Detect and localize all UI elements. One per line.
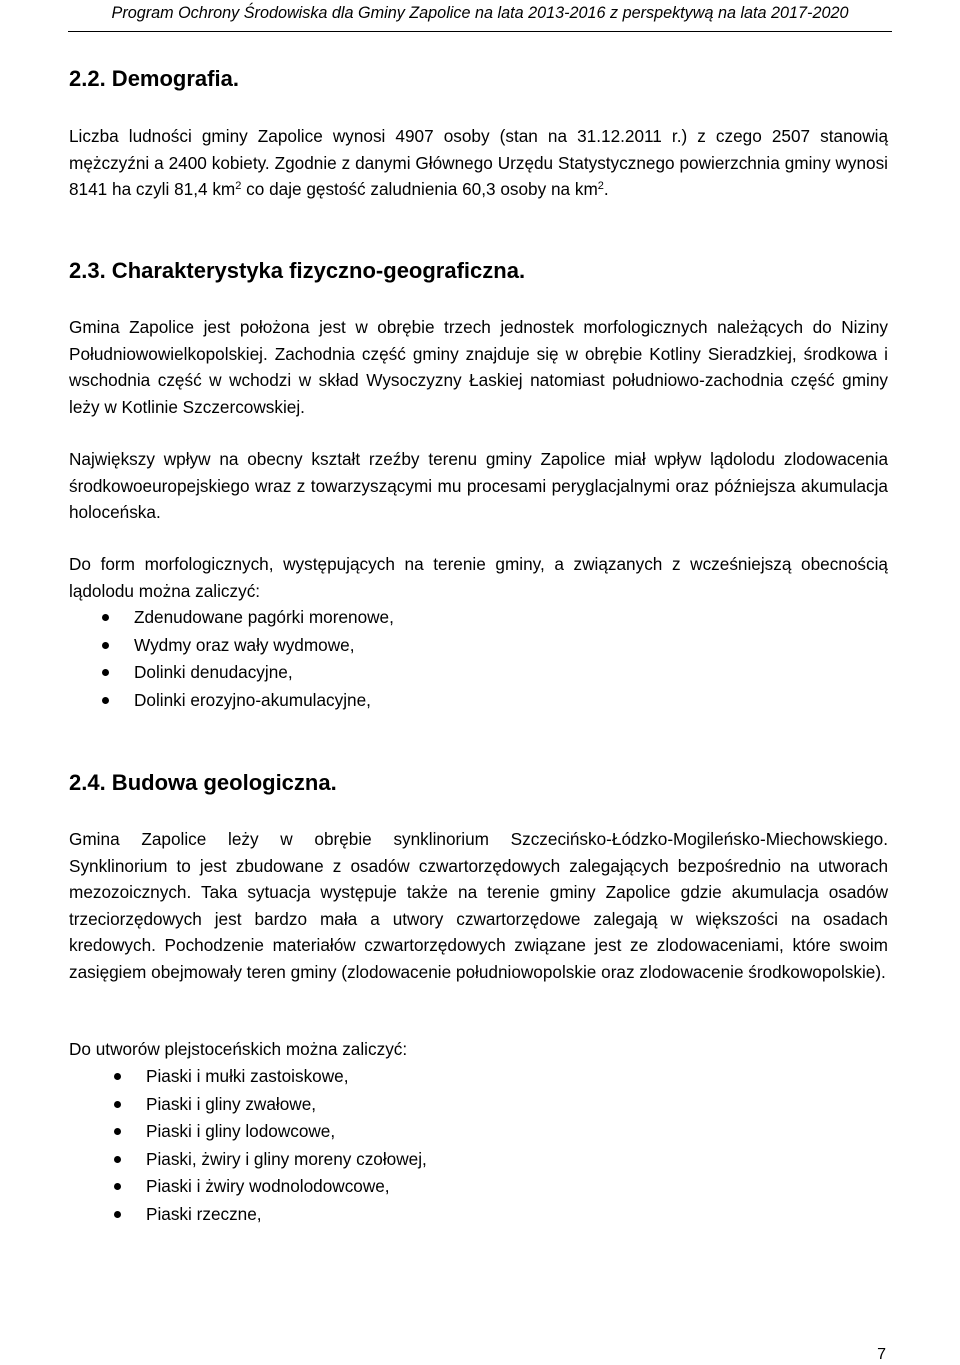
list-item	[69, 604, 888, 632]
list-item	[69, 1146, 888, 1174]
section-heading-budowa: 2.4. Budowa geologiczna.	[69, 770, 337, 795]
bullet-icon	[102, 697, 109, 704]
bullet-icon	[114, 1156, 121, 1163]
list-item	[69, 687, 888, 715]
bullet-icon	[114, 1211, 121, 1218]
list-item-text: Piaski, żwiry i gliny moreny czołowej,	[146, 1148, 427, 1169]
paragraph-demografia-text-2: co daje gęstość zaludnienia 60,3 osoby na km	[241, 179, 598, 199]
superscript-2: 2	[235, 180, 242, 192]
bullet-icon	[114, 1101, 121, 1108]
superscript-2: 2	[597, 180, 604, 192]
bullet-icon	[114, 1128, 121, 1135]
section-heading-demografia: 2.2. Demografia.	[69, 66, 239, 91]
list-item-text: Wydmy oraz wały wydmowe,	[134, 634, 355, 655]
bullet-icon	[102, 669, 109, 676]
paragraph-demografia-text-1: Liczba ludności gminy Zapolice wynosi 4907 osoby (stan na 31.12.2011 r.) z czego 2507 stanowią mężczyźni a 2400 kobiety. Zgodnie z danymi Głównego Urzędu Statystycznego powierzchnia gminy wynosi 8141 ha czyli 81,4 km	[69, 126, 888, 199]
pleistocene-deposits-list	[69, 1063, 888, 1228]
list-item-text: Piaski i mułki zastoiskowe,	[146, 1066, 349, 1086]
list-item-text: Piaski i gliny zwałowe,	[146, 1093, 317, 1114]
paragraph-demografia-text-3: .	[603, 179, 609, 199]
bullet-icon	[114, 1073, 121, 1080]
paragraph-charakterystyka-2: Największy wpływ na obecny kształt rzeźby terenu gminy Zapolice miał wpływ lądolodu zlodowacenia środkowoeuropejskiego wraz z towarzyszącymi mu procesami peryglacjalnymi oraz późniejsza akumulacja holoceńska.	[69, 449, 888, 522]
list-item-text: Zdenudowane pagórki morenowe,	[134, 607, 394, 627]
paragraph-demografia	[69, 123, 888, 203]
list-item	[69, 659, 888, 687]
paragraph-charakterystyka-3: Do form morfologicznych, występujących na terenie gminy, a związanych z wcześniejszą obecnością lądolodu można zaliczyć:	[69, 554, 888, 601]
list-item-text: Piaski i gliny lodowcowe,	[146, 1121, 336, 1141]
page-number: 7	[877, 1346, 886, 1363]
paragraph-budowa-2: Do utworów plejstoceńskich można zaliczyć:	[69, 1039, 408, 1059]
page-header: Program Ochrony Środowiska dla Gminy Zapolice na lata 2013-2016 z perspektywą na lata 2017-2020	[111, 4, 849, 22]
list-item	[69, 1173, 888, 1201]
bullet-icon	[114, 1183, 121, 1190]
list-item-text: Piaski i żwiry wodnolodowcowe,	[146, 1176, 390, 1196]
morphological-forms-list	[69, 604, 888, 714]
list-item	[69, 1118, 888, 1146]
paragraph-charakterystyka-1: Gmina Zapolice jest położona jest w obrębie trzech jednostek morfologicznych należących do Niziny Południowowielkopolskiej. Zachodnia część gminy znajduje się w obrębie Kotliny Sieradzkiej, środkowa i wschodnia część w wchodzi w skład Wysoczyzny Łaskiej natomiast południowo-zachodnia część gminy leży w Kotlinie Szczercowskiej.	[69, 317, 888, 417]
list-item-text: Dolinki erozyjno-akumulacyjne,	[134, 689, 371, 710]
bullet-icon	[102, 614, 109, 621]
paragraph-budowa-1: Gmina Zapolice leży w obrębie synklinorium Szczecińsko-Łódzko-Mogileńsko-Miechowskiego. Synklinorium to jest zbudowane z osadów czwartorzędowych zalegających bezpośrednio na utworach mezozoicznych. Taka sytuacja występuje także na terenie gminy Zapolice gdzie akumulacja osadów trzeciorzędowych jest bardzo mała a utwory czwartorzędowe zalegają w większości na osadach kredowych. Pochodzenie materiałów czwartorzędowych związane jest ze zlodowaceniami, które swoim zasięgiem obejmowały teren gminy (zlodowacenie południowopolskie oraz zlodowacenie środkowopolskie).	[69, 829, 888, 982]
bullet-icon	[102, 642, 109, 649]
list-item	[69, 1091, 888, 1119]
header-divider	[68, 31, 892, 32]
list-item-text: Piaski rzeczne,	[146, 1203, 262, 1224]
list-item	[69, 1201, 888, 1229]
list-item	[69, 1063, 888, 1091]
section-heading-charakterystyka: 2.3. Charakterystyka fizyczno-geograficzna.	[69, 258, 526, 283]
list-item	[69, 632, 888, 660]
list-item-text: Dolinki denudacyjne,	[134, 662, 293, 682]
